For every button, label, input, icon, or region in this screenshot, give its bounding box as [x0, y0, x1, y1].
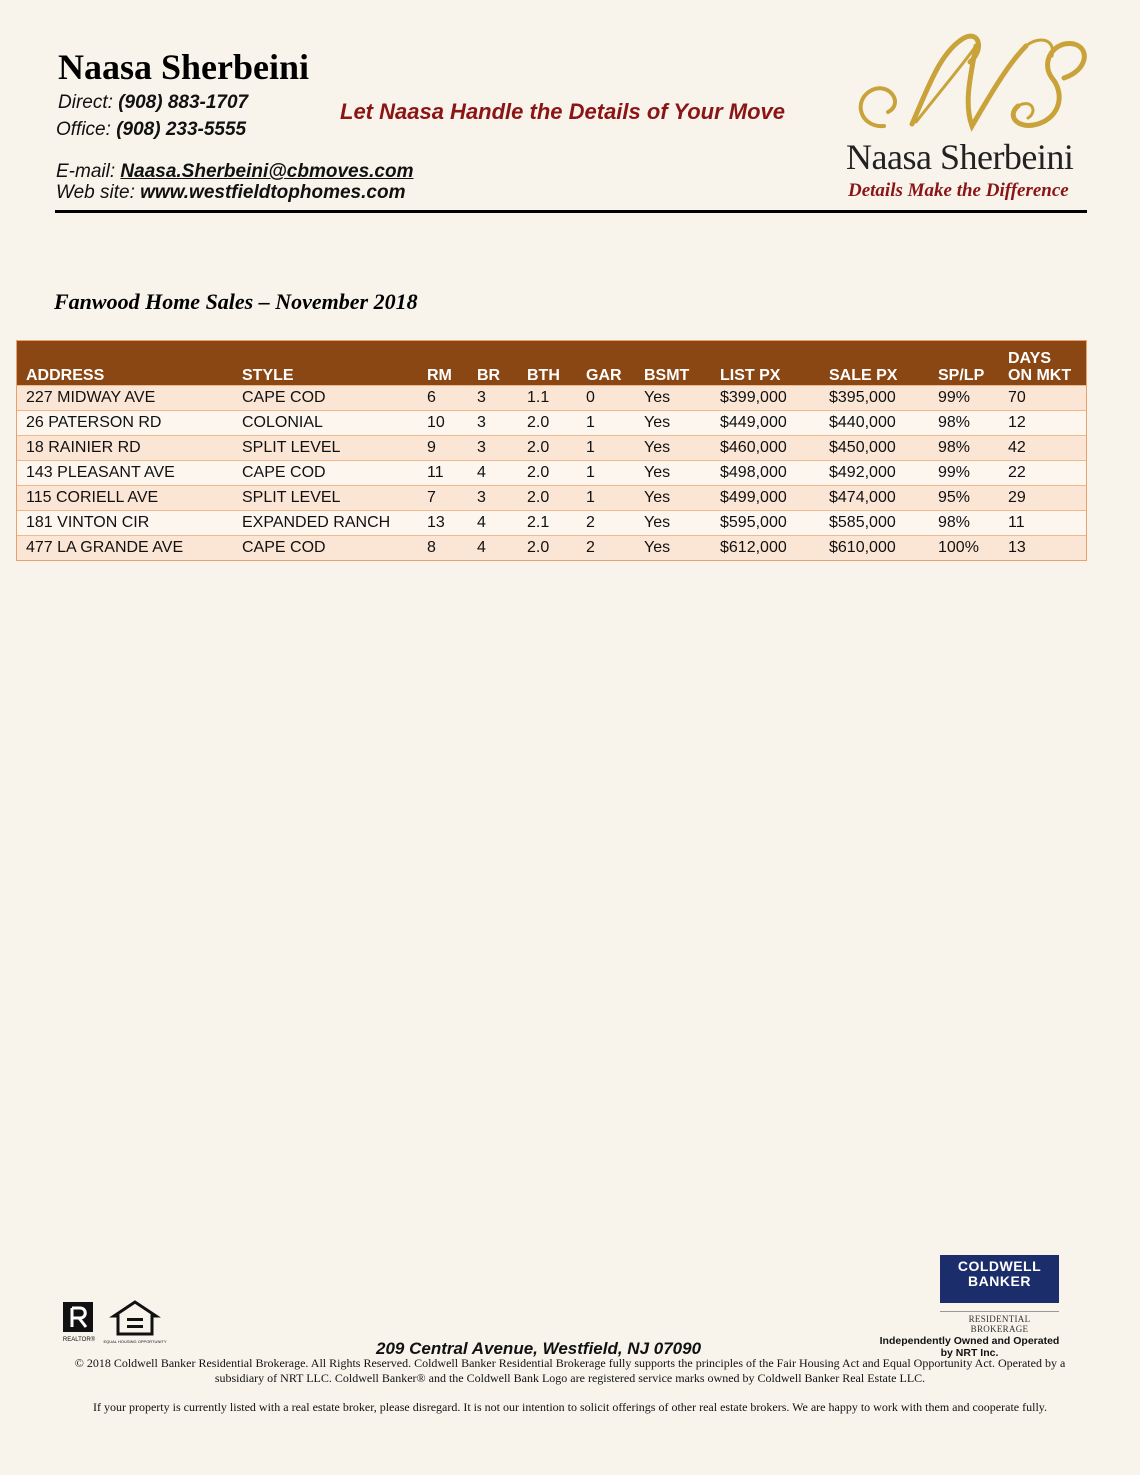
cell-list-price: $612,000	[720, 539, 787, 556]
table-row	[17, 535, 1086, 560]
office-phone-line	[56, 119, 246, 141]
table-row	[17, 460, 1086, 485]
cell-style: CAPE COD	[242, 539, 326, 556]
cell-rooms: 9	[427, 439, 436, 456]
coldwell-banker-logo	[940, 1255, 1059, 1303]
home-sales-table	[16, 340, 1087, 561]
website-link[interactable]: www.westfieldtophomes.com	[140, 182, 406, 203]
email-line	[56, 161, 414, 183]
header-divider	[55, 210, 1087, 213]
agent-name: Naasa Sherbeini	[58, 47, 310, 87]
cell-style: CAPE COD	[242, 389, 326, 406]
cell-baths: 2.0	[527, 539, 550, 556]
cell-bedrooms: 4	[477, 539, 486, 556]
cell-bedrooms: 3	[477, 489, 486, 506]
cell-days-on-market: 29	[1008, 489, 1026, 506]
email-label: E-mail:	[56, 161, 116, 182]
cell-rooms: 7	[427, 489, 436, 506]
cell-list-price: $499,000	[720, 489, 787, 506]
cell-baths: 2.1	[527, 514, 550, 531]
cell-bedrooms: 3	[477, 439, 486, 456]
copyright-line1: © 2018 Coldwell Banker Residential Brokerage. All Rights Reserved. Coldwell Banker Residential Brokerage fully supports the principles of the Fair Housing Act and Equal Opportunity Act. Operated by a	[74, 1356, 1066, 1370]
cell-garage: 1	[586, 464, 595, 481]
brand-subtitle: RESIDENTIAL BROKERAGE	[940, 1311, 1059, 1334]
cell-sp-lp: 98%	[938, 514, 971, 531]
office-label: Office:	[56, 119, 111, 140]
cell-sp-lp: 100%	[938, 539, 979, 556]
cell-address: 26 PATERSON RD	[26, 414, 162, 431]
cell-garage: 2	[586, 514, 595, 531]
column-header-baths: BTH	[527, 367, 560, 384]
cell-sp-lp: 98%	[938, 439, 971, 456]
website-line	[56, 182, 405, 204]
table-row	[17, 410, 1086, 435]
cell-style: SPLIT LEVEL	[242, 439, 341, 456]
cell-basement: Yes	[644, 514, 671, 531]
cell-sale-price: $492,000	[829, 464, 896, 481]
ns-monogram-logo	[842, 28, 1092, 148]
cell-sp-lp: 95%	[938, 489, 971, 506]
cell-bedrooms: 3	[477, 414, 486, 431]
cell-sale-price: $450,000	[829, 439, 896, 456]
table-row	[17, 510, 1086, 535]
cell-style: EXPANDED RANCH	[242, 514, 391, 531]
cell-days-on-market: 70	[1008, 389, 1026, 406]
cell-garage: 1	[586, 439, 595, 456]
cell-baths: 1.1	[527, 389, 550, 406]
cell-days-on-market: 11	[1008, 514, 1025, 531]
cell-style: SPLIT LEVEL	[242, 489, 341, 506]
cell-days-on-market: 42	[1008, 439, 1026, 456]
cell-days-on-market: 22	[1008, 464, 1026, 481]
tagline: Let Naasa Handle the Details of Your Move	[340, 99, 786, 124]
cell-bedrooms: 3	[477, 389, 486, 406]
column-header-days-on-market	[1008, 350, 1071, 384]
cell-days-on-market: 12	[1008, 414, 1026, 431]
column-header-basement: BSMT	[644, 367, 690, 384]
cell-garage: 2	[586, 539, 595, 556]
table-row	[17, 385, 1086, 410]
cell-garage: 0	[586, 389, 595, 406]
logo-tagline: Details Make the Difference	[848, 180, 1069, 201]
cell-bedrooms: 4	[477, 514, 486, 531]
office-phone: (908) 233-5555	[116, 119, 247, 140]
cell-baths: 2.0	[527, 464, 550, 481]
independent-line1: Independently Owned and Operated	[879, 1335, 1060, 1347]
equal-housing-icon	[103, 1298, 167, 1346]
brand-line2: BANKER	[968, 1273, 1031, 1289]
cell-address: 115 CORIELL AVE	[26, 489, 159, 506]
logo-name: Naasa Sherbeini	[846, 137, 1074, 177]
days-header-line1: DAYS	[1008, 350, 1051, 367]
cell-list-price: $449,000	[720, 414, 787, 431]
cell-sale-price: $440,000	[829, 414, 896, 431]
cell-address: 227 MIDWAY AVE	[26, 389, 156, 406]
column-header-garage: GAR	[586, 367, 622, 384]
direct-phone: (908) 883-1707	[118, 92, 249, 113]
cell-list-price: $460,000	[720, 439, 787, 456]
cell-style: COLONIAL	[242, 414, 323, 431]
disclaimer: If your property is currently listed with a real estate broker, please disregard. It is not our intention to solicit offerings of other real estate brokers. We are happy to work with them and cooperate fully.	[92, 1400, 1048, 1414]
cell-garage: 1	[586, 414, 595, 431]
independent-line2: by NRT Inc.	[940, 1347, 999, 1359]
table-row	[17, 435, 1086, 460]
cell-rooms: 13	[427, 514, 445, 531]
cell-list-price: $399,000	[720, 389, 787, 406]
days-header-line2: ON MKT	[1008, 367, 1072, 384]
copyright-line2: subsidiary of NRT LLC. Coldwell Banker® and the Coldwell Bank Logo are registered service marks owned by Coldwell Banker Real Estate LLC.	[214, 1371, 926, 1385]
cell-basement: Yes	[644, 439, 671, 456]
eho-label: EQUAL HOUSING OPPORTUNITY	[103, 1339, 167, 1344]
cell-sp-lp: 99%	[938, 389, 971, 406]
website-label: Web site:	[56, 182, 135, 203]
column-header-bedrooms: BR	[477, 367, 501, 384]
column-header-list-price: LIST PX	[720, 367, 781, 384]
brand-line1: COLDWELL	[957, 1258, 1042, 1274]
email-link[interactable]: Naasa.Sherbeini@cbmoves.com	[120, 161, 414, 182]
cell-rooms: 6	[427, 389, 436, 406]
column-header-rooms: RM	[427, 367, 452, 384]
cell-rooms: 11	[427, 464, 444, 481]
cell-bedrooms: 4	[477, 464, 486, 481]
cell-sale-price: $395,000	[829, 389, 896, 406]
cell-address: 477 LA GRANDE AVE	[26, 539, 184, 556]
direct-label: Direct:	[58, 92, 113, 113]
cell-sp-lp: 99%	[938, 464, 971, 481]
cell-rooms: 8	[427, 539, 436, 556]
cell-basement: Yes	[644, 539, 671, 556]
realtor-icon	[60, 1301, 98, 1345]
cell-list-price: $595,000	[720, 514, 787, 531]
cell-address: 181 VINTON CIR	[26, 514, 150, 531]
cell-address: 18 RAINIER RD	[26, 439, 141, 456]
cell-baths: 2.0	[527, 489, 550, 506]
cell-basement: Yes	[644, 389, 671, 406]
cell-sale-price: $585,000	[829, 514, 896, 531]
realtor-label: REALTOR®	[62, 1337, 96, 1343]
cell-baths: 2.0	[527, 439, 550, 456]
column-header-style: STYLE	[242, 367, 294, 384]
cell-garage: 1	[586, 489, 595, 506]
cell-basement: Yes	[644, 464, 671, 481]
cell-sale-price: $610,000	[829, 539, 896, 556]
cell-basement: Yes	[644, 414, 671, 431]
office-address: 209 Central Avenue, Westfield, NJ 07090	[376, 1339, 702, 1358]
table-header-row	[17, 341, 1086, 385]
column-header-sale-price: SALE PX	[829, 367, 898, 384]
cell-sale-price: $474,000	[829, 489, 896, 506]
cell-baths: 2.0	[527, 414, 550, 431]
cell-sp-lp: 98%	[938, 414, 971, 431]
cell-basement: Yes	[644, 489, 671, 506]
cell-rooms: 10	[427, 414, 445, 431]
cell-address: 143 PLEASANT AVE	[26, 464, 175, 481]
report-title: Fanwood Home Sales – November 2018	[54, 289, 418, 314]
cell-days-on-market: 13	[1008, 539, 1026, 556]
cell-list-price: $498,000	[720, 464, 787, 481]
cell-style: CAPE COD	[242, 464, 326, 481]
column-header-sp-lp: SP/LP	[938, 367, 985, 384]
column-header-address: ADDRESS	[26, 367, 105, 384]
copyright-notice	[20, 1356, 1120, 1386]
direct-phone-line	[58, 92, 248, 114]
table-row	[17, 485, 1086, 510]
